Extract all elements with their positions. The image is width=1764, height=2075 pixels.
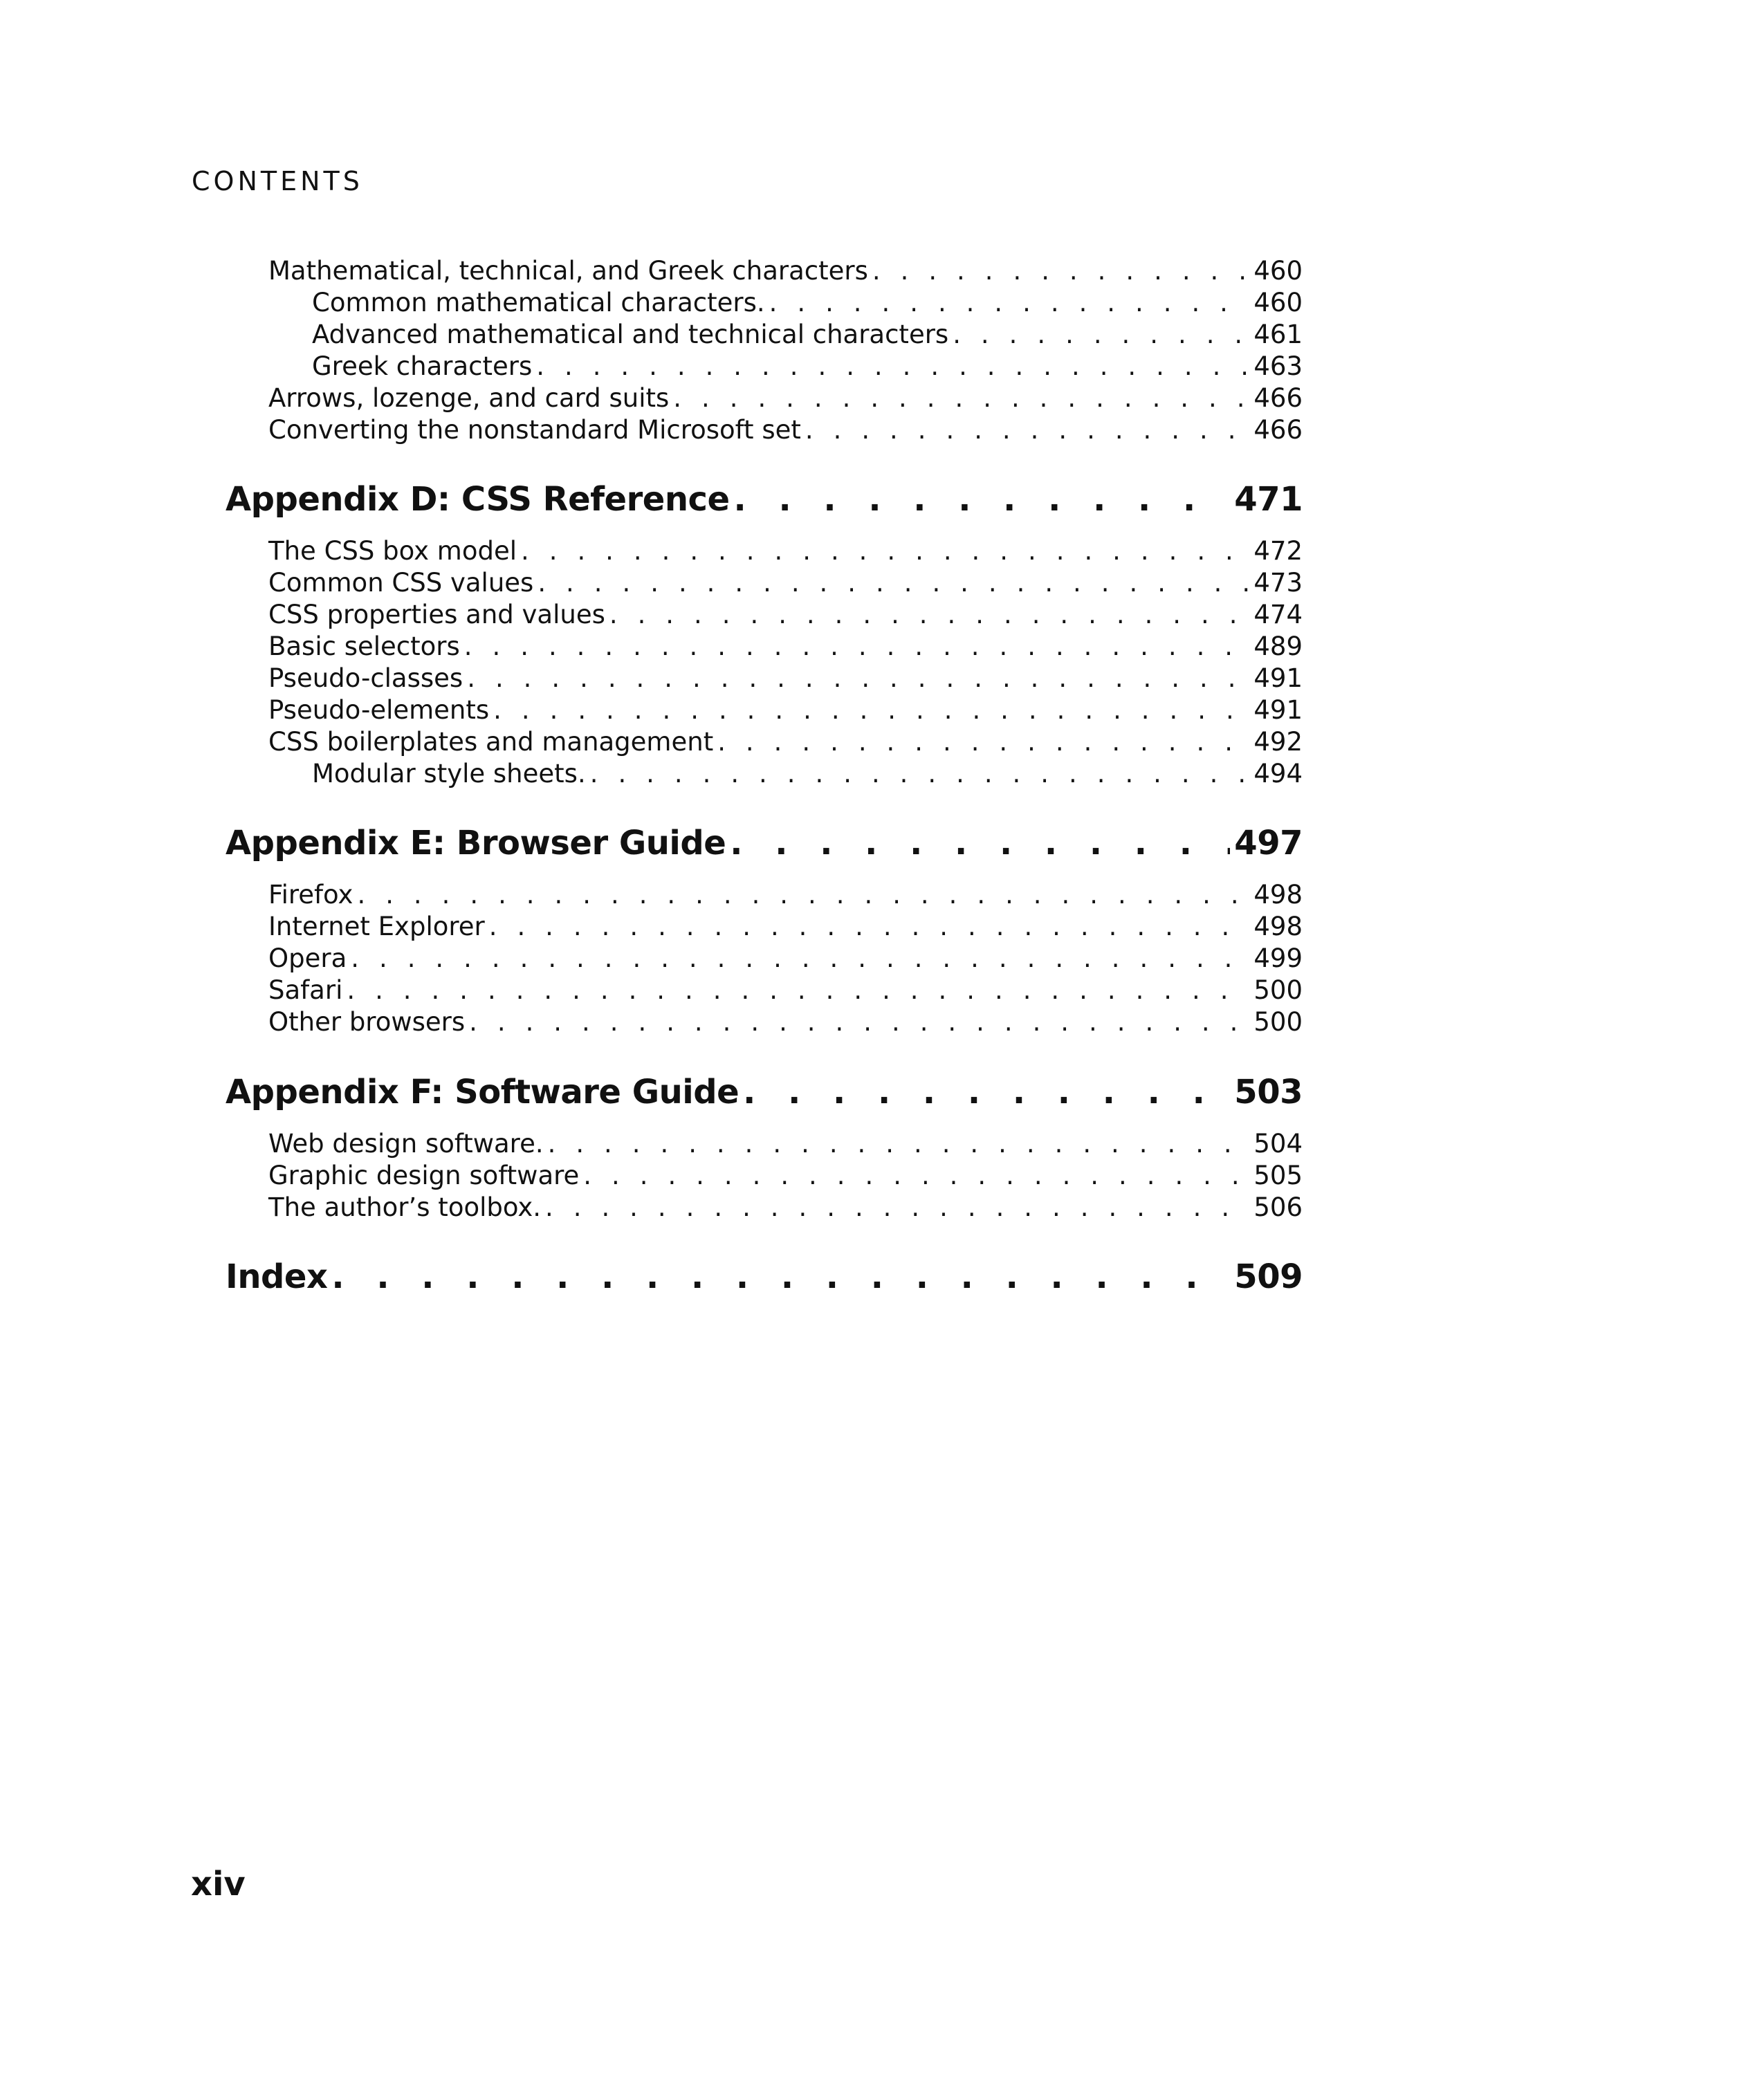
page-number: xiv [191, 1865, 246, 1903]
toc-entry-title: Converting the nonstandard Microsoft set [268, 415, 801, 445]
toc-entry[interactable] [268, 729, 1303, 755]
dot-leader [545, 1195, 1249, 1220]
dot-leader [953, 322, 1249, 347]
toc-entry-page: 504 [1253, 1129, 1303, 1159]
toc-entry-title: Safari [268, 975, 343, 1005]
toc-entry-title: Common mathematical characters. [312, 288, 765, 317]
dot-leader [536, 353, 1249, 379]
toc-entry-title: Basic selectors [268, 631, 460, 661]
toc-entry[interactable] [312, 322, 1303, 347]
toc-entry-page: 500 [1253, 1007, 1303, 1037]
toc-entry-page: 460 [1253, 288, 1303, 317]
toc-entry-page: 494 [1253, 759, 1303, 788]
toc-chapter[interactable] [226, 1073, 1303, 1112]
toc-chapter-title: Appendix E: Browser Guide [226, 824, 726, 863]
toc-entry-page: 506 [1253, 1192, 1303, 1222]
dot-leader [464, 634, 1250, 659]
toc-entry[interactable] [312, 290, 1303, 315]
dot-leader [609, 602, 1250, 627]
toc-entry-title: The CSS box model [268, 536, 517, 566]
toc-entry-page: 499 [1253, 943, 1303, 973]
toc-entry[interactable] [268, 880, 1303, 910]
toc-chapter-title: Index [226, 1257, 328, 1296]
toc-entry-page: 466 [1253, 383, 1303, 413]
dot-leader [357, 882, 1249, 907]
toc-entry-title: Internet Explorer [268, 912, 485, 941]
dot-leader [347, 977, 1249, 1003]
toc-entry[interactable] [268, 538, 1303, 564]
toc-entry[interactable] [268, 977, 1303, 1003]
toc-entry-title: CSS boilerplates and management [268, 727, 714, 757]
toc-entry[interactable] [268, 1129, 1303, 1159]
dot-leader [590, 761, 1250, 786]
toc-entry-page: 491 [1253, 663, 1303, 693]
toc-entry-title: CSS properties and values [268, 600, 605, 629]
toc-entry-page: 473 [1253, 568, 1303, 598]
dot-leader [469, 1009, 1249, 1035]
toc-chapter-title: Appendix F: Software Guide [226, 1073, 739, 1112]
toc-entry-page: 466 [1253, 415, 1303, 445]
toc-chapter-page: 503 [1234, 1073, 1303, 1112]
toc-entry[interactable] [268, 570, 1303, 596]
dot-leader [769, 290, 1250, 315]
toc-entry[interactable] [312, 761, 1303, 786]
toc-entry[interactable] [268, 385, 1303, 411]
toc-chapter[interactable] [226, 824, 1303, 863]
toc-entry-title: Pseudo-classes [268, 663, 463, 693]
toc-entry-title: Advanced mathematical and technical characters [312, 320, 949, 349]
toc-entry-title: Greek characters [312, 351, 533, 381]
dot-leader [538, 570, 1249, 596]
toc-entry-title: Web design software. [268, 1129, 544, 1159]
toc-entry-page: 460 [1253, 256, 1303, 286]
toc-entry-title: Mathematical, technical, and Greek characters [268, 256, 868, 286]
toc-entry[interactable] [268, 665, 1303, 691]
toc-entry[interactable] [268, 1009, 1303, 1035]
toc-chapter-title: Appendix D: CSS Reference [226, 480, 730, 519]
toc-entry[interactable] [268, 631, 1303, 661]
toc-entry-title: Arrows, lozenge, and card suits [268, 383, 670, 413]
toc-chapter-page: 471 [1234, 480, 1303, 519]
toc-entry-page: 463 [1253, 351, 1303, 381]
toc-entry[interactable] [268, 1163, 1303, 1188]
toc-entry-page: 505 [1253, 1161, 1303, 1190]
running-head: CONTENTS [192, 166, 363, 196]
toc-entry-page: 474 [1253, 600, 1303, 629]
toc-chapter-page: 497 [1234, 824, 1303, 863]
dot-leader [521, 538, 1249, 564]
dot-leader [548, 1131, 1250, 1156]
dot-leader [743, 1076, 1230, 1109]
toc-entry[interactable] [268, 602, 1303, 627]
toc-entry-title: Common CSS values [268, 568, 534, 598]
toc-entry-title: Firefox [268, 880, 353, 910]
toc-entry-page: 498 [1253, 912, 1303, 941]
toc-entry-page: 500 [1253, 975, 1303, 1005]
toc-entry[interactable] [268, 1192, 1303, 1222]
toc-entry-page: 491 [1253, 695, 1303, 725]
dot-leader [872, 258, 1250, 284]
toc-entry-title: Other browsers [268, 1007, 466, 1037]
toc-entry-title: Pseudo-elements [268, 695, 490, 725]
toc-entry-page: 492 [1253, 727, 1303, 757]
toc-entry-page: 461 [1253, 320, 1303, 349]
dot-leader [583, 1163, 1249, 1188]
toc-entry[interactable] [312, 353, 1303, 379]
toc-chapter[interactable] [226, 480, 1303, 519]
toc-entry-page: 472 [1253, 536, 1303, 566]
toc-entry[interactable] [268, 914, 1303, 939]
dot-leader [493, 697, 1249, 723]
dot-leader [351, 946, 1249, 971]
dot-leader [489, 914, 1250, 939]
dot-leader [467, 665, 1249, 691]
toc-entry[interactable] [268, 697, 1303, 723]
toc-entry-title: Opera [268, 943, 347, 973]
toc-entry-page: 489 [1253, 631, 1303, 661]
toc-entry[interactable] [268, 417, 1303, 443]
dot-leader [717, 729, 1249, 755]
dot-leader [673, 385, 1249, 411]
toc-entry-title: The author’s toolbox. [268, 1192, 542, 1222]
toc-entry-title: Modular style sheets. [312, 759, 586, 788]
toc-entry-title: Graphic design software [268, 1161, 580, 1190]
dot-leader [331, 1260, 1230, 1293]
dot-leader [805, 417, 1250, 443]
toc-chapter-page: 509 [1234, 1257, 1303, 1296]
toc-entry-page: 498 [1253, 880, 1303, 910]
toc-entry[interactable] [268, 943, 1303, 973]
toc-entry[interactable] [268, 258, 1303, 284]
toc-chapter[interactable] [226, 1257, 1303, 1296]
dot-leader [730, 827, 1230, 860]
dot-leader [734, 483, 1231, 516]
